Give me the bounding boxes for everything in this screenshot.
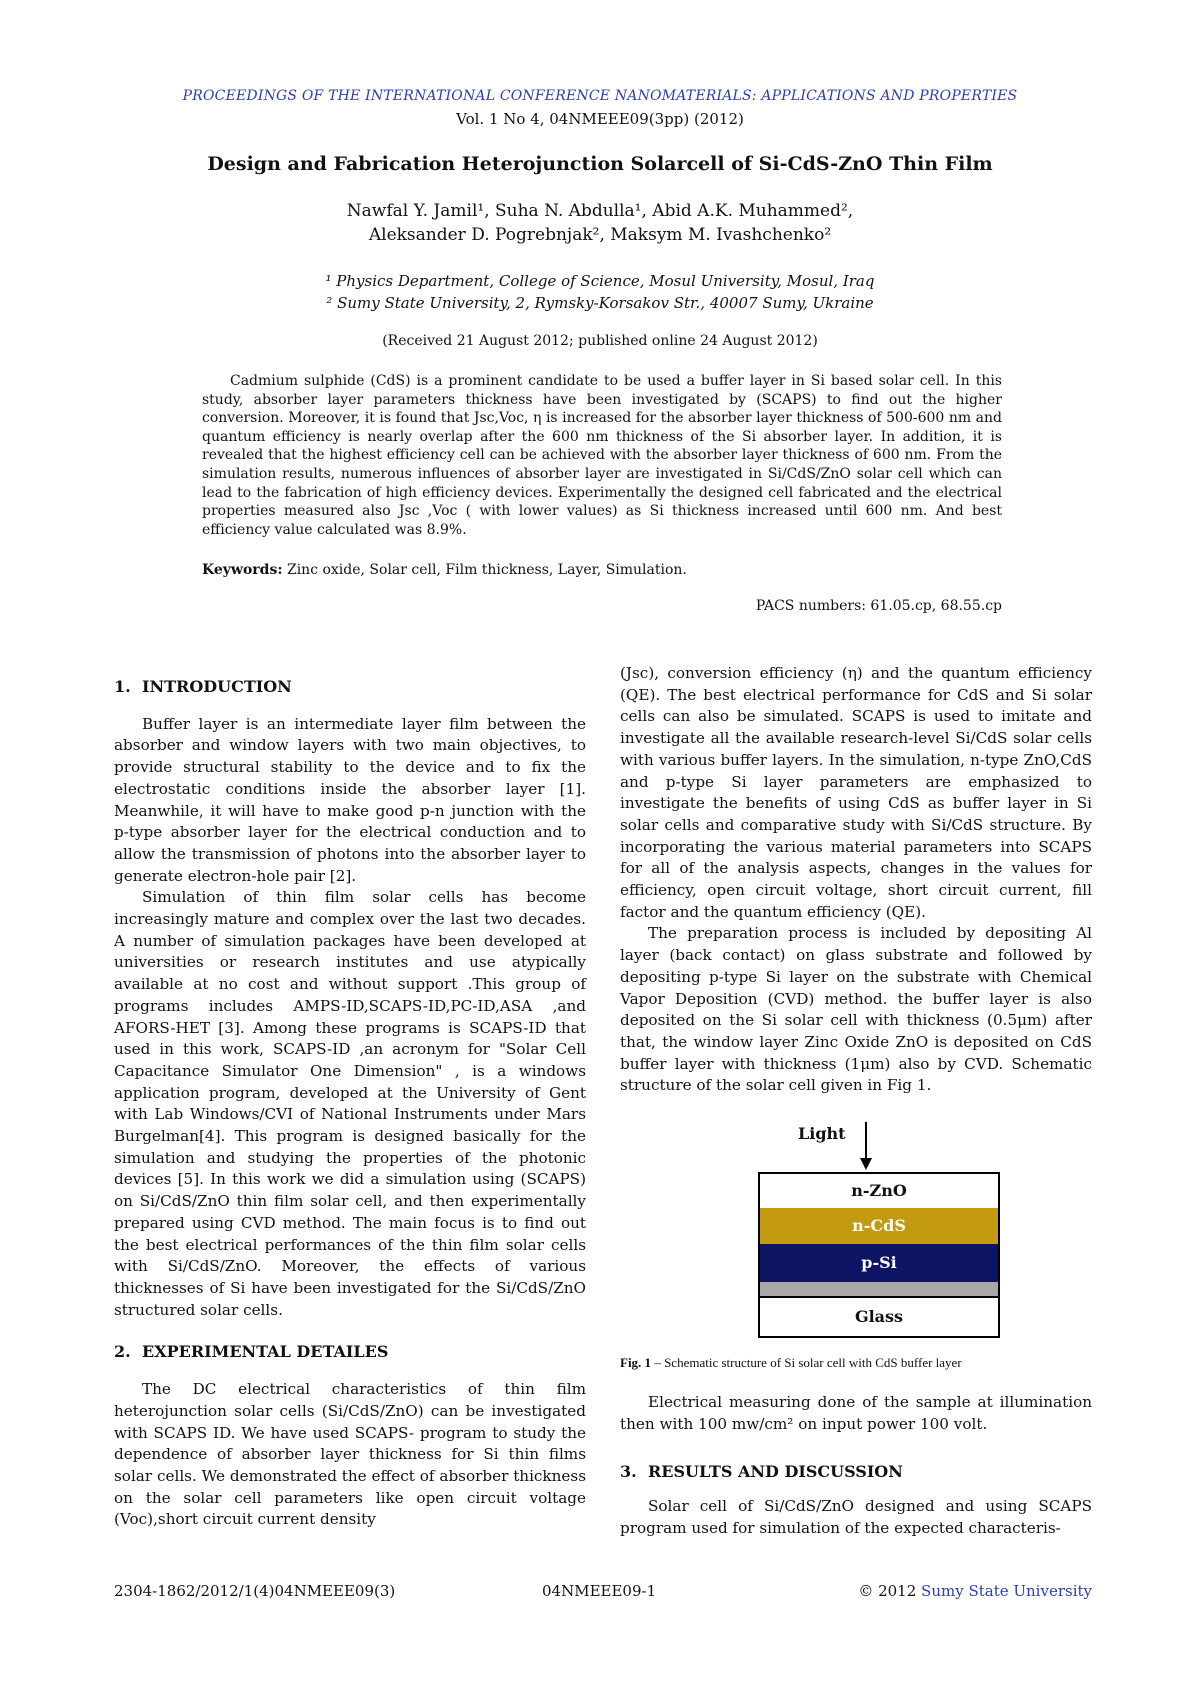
right-column [620, 663, 1092, 1097]
section-heading-introduction [114, 676, 586, 698]
paragraph: (Jsc), conversion efficiency (η) and the quantum efficiency (QE). The best electrical performance for CdS and Si solar cells can also be simulated. SCAPS is used to imitate and investigate all the available research-level Si/CdS solar cells with various buffer layers. In the simulation, n-type ZnO,CdS and p-type Si layer parameters are emphasized to investigate the benefits of using CdS as buffer layer in Si solar cells and comparative study with Si/CdS structure. By incorporating the various material parameters into SCAPS for all of the analysis aspects, changes in the values for efficiency, open circuit voltage, short circuit current, fill factor and the quantum efficiency (QE). [620, 664, 1092, 921]
light-label: Light [798, 1124, 846, 1143]
authors-line-1: Nawfal Y. Jamil¹, Suha N. Abdulla¹, Abid A.K. Muhammed², [346, 201, 854, 221]
keywords-text: Zinc oxide, Solar cell, Film thickness, Layer, Simulation. [282, 562, 687, 578]
section-heading-results [620, 1462, 1092, 1481]
section-title: EXPERIMENTAL DETAILES [142, 1342, 389, 1362]
section-title: INTRODUCTION [142, 677, 292, 696]
copyright-text: © 2012 [858, 1582, 922, 1600]
paragraph: The preparation process is included by depositing Al layer (back contact) on glass substrate and followed by depositing p-type Si layer on the substrate with Chemical Vapor Deposition (CVD) method. the buffer layer is also deposited on the Si solar cell with thickness (0.5μm) after that, the window layer Zinc Oxide ZnO is deposited on CdS buffer layer with thickness (1μm) also by CVD. Schematic structure of the solar cell given in Fig 1. [620, 924, 1092, 1095]
layer-n-cds: n-CdS [758, 1208, 1000, 1244]
paper-title: Design and Fabrication Heterojunction Solarcell of Si-CdS-ZnO Thin Film [207, 153, 993, 175]
keywords [202, 562, 1002, 578]
affiliations [0, 270, 1200, 314]
received-date: (Received 21 August 2012; published online 24 August 2012) [382, 333, 818, 349]
university-name: Sumy State University [921, 1582, 1092, 1600]
section-number: 2. [114, 1342, 131, 1362]
caption-label: Fig. 1 [620, 1355, 652, 1370]
section-heading-experimental [114, 1341, 586, 1363]
paragraph: Simulation of thin film solar cells has become increasingly mature and complex over the last two decades. A number of simulation packages have been developed at universities or research institutes and use atypically available at no cost and without support .This group of programs includes AMPS-ID,SCAPS-ID,PC-ID,ASA ,and AFORS-HET [3]. Among these programs is SCAPS-ID that used in this work, SCAPS-ID ,an acronym for "Solar Cell Capacitance Simulator One Dimension" , is a windows application program, developed at the University of Gent with Lab Windows/CVI of National Instruments under Mars Burgelman[4]. This program is designed basically for the simulation and studying the properties of the photonic devices [5]. In this work we did a simulation using (SCAPS) on Si/CdS/ZnO thin film solar cell, and then experimentally prepared using CVD method. The main focus is to find out the best electrical performances of the thin film solar cells with Si/CdS/ZnO. Moreover, the effects of various thicknesses of Si have been investigated for the Si/CdS/ZnO structured solar cells. [114, 888, 586, 1319]
left-column [114, 676, 586, 1531]
layer-al-back-contact [758, 1282, 1000, 1296]
footer-issn: 2304-1862/2012/1(4)04NMEEE09(3) [114, 1582, 396, 1600]
section-number: 3. [620, 1462, 637, 1481]
section-number: 1. [114, 677, 131, 696]
measurement-paragraph [620, 1392, 1092, 1435]
paragraph: The DC electrical characteristics of thin film heterojunction solar cells (Si/CdS/ZnO) can be investigated with SCAPS ID. We have used SCAPS- program to study the dependence of absorber layer thickness for Si thin films solar cells. We demonstrated the effect of absorber thickness on the solar cell parameters like open circuit voltage (Voc),short circuit current density [114, 1380, 586, 1529]
authors-line-2: Aleksander D. Pogrebnjak², Maksym M. Ivashchenko² [368, 225, 832, 245]
pacs-numbers: PACS numbers: 61.05.cp, 68.55.cp [755, 598, 1002, 614]
affiliation-2: ² Sumy State University, 2, Rymsky-Korsakov Str., 40007 Sumy, Ukraine [326, 294, 874, 312]
affiliation-1: ¹ Physics Department, College of Science, Mosul University, Mosul, Iraq [325, 272, 875, 290]
layer-glass: Glass [758, 1296, 1000, 1338]
footer-copyright [820, 1582, 1092, 1600]
results-paragraph [620, 1496, 1092, 1539]
light-arrow-icon [856, 1122, 876, 1172]
caption-text: – Schematic structure of Si solar cell with CdS buffer layer [651, 1355, 962, 1370]
journal-title: PROCEEDINGS OF THE INTERNATIONAL CONFERENCE NANOMATERIALS: APPLICATIONS AND PROPERTIES [182, 88, 1018, 104]
paragraph: Electrical measuring done of the sample at illumination then with 100 mw/cm² on input power 100 volt. [620, 1393, 1092, 1433]
paragraph: Buffer layer is an intermediate layer film between the absorber and window layers with two main objectives, to provide structural stability to the device and to fix the electrostatic conditions inside the absorber layer [1]. Meanwhile, it will have to make good p-n junction with the p-type absorber layer for the electrical conduction and to allow the transmission of photons into the absorber layer to generate electron-hole pair [2]. [114, 714, 586, 885]
authors [0, 199, 1200, 247]
section-title: RESULTS AND DISCUSSION [648, 1462, 903, 1481]
abstract [202, 372, 1002, 539]
footer-page-id: 04NMEEE09-1 [542, 1582, 657, 1600]
volume-info: Vol. 1 No 4, 04NMEEE09(3pp) (2012) [456, 110, 744, 128]
layer-n-zno: n-ZnO [758, 1172, 1000, 1208]
figure-caption [620, 1355, 1100, 1371]
keywords-label: Keywords: [202, 562, 283, 578]
abstract-text: Cadmium sulphide (CdS) is a prominent candidate to be used a buffer layer in Si based solar cell. In this study, absorber layer parameters thickness have been investigated by (SCAPS) to find out the higher conversion. Moreover, it is found that Jsc,Voc, η is increased for the absorber layer thickness of 500-600 nm and quantum efficiency is nearly overlap after the 600 nm thickness of the Si absorber layer. In addition, it is revealed that the highest efficiency cell can be achieved with the absorber layer thickness of 600 nm. From the simulation results, numerous influences of absorber layer are investigated in Si/CdS/ZnO solar cell which can lead to the fabrication of high efficiency devices. Experimentally the designed cell fabricated and the electrical properties measured also Jsc ,Voc ( with lower values) as Si thickness increased until 600 nm. And best efficiency value calculated was 8.9%. [202, 373, 1002, 538]
figure-1-solar-cell-schematic [758, 1122, 998, 1336]
layer-p-si: p-Si [758, 1244, 1000, 1282]
paragraph: Solar cell of Si/CdS/ZnO designed and using SCAPS program used for simulation of the expected characteris- [620, 1497, 1092, 1537]
